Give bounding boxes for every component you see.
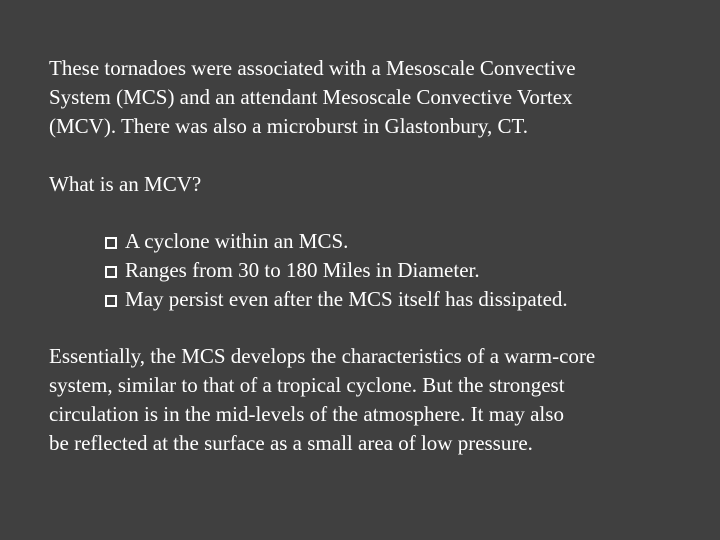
bullet-text: A cyclone within an MCS.	[125, 229, 349, 253]
summary-line: circulation is in the mid-levels of the atmosphere. It may also	[49, 402, 564, 426]
intro-line: These tornadoes were associated with a Mesoscale Convective	[49, 56, 576, 80]
bullet-item	[105, 227, 568, 256]
checkbox-square-icon	[105, 295, 117, 307]
intro-paragraph	[49, 54, 576, 141]
intro-line: (MCV). There was also a microburst in Glastonbury, CT.	[49, 114, 529, 138]
summary-line: be reflected at the surface as a small area of low pressure.	[49, 431, 533, 455]
checkbox-square-icon	[105, 237, 117, 249]
question-heading: What is an MCV?	[49, 172, 202, 196]
bullet-item	[105, 285, 568, 314]
summary-line: system, similar to that of a tropical cyclone. But the strongest	[49, 373, 565, 397]
bullet-list	[105, 227, 568, 314]
bullet-text: May persist even after the MCS itself has dissipated.	[125, 287, 568, 311]
summary-paragraph	[49, 342, 595, 458]
intro-line: System (MCS) and an attendant Mesoscale Convective Vortex	[49, 85, 573, 109]
checkbox-square-icon	[105, 266, 117, 278]
summary-line: Essentially, the MCS develops the characteristics of a warm-core	[49, 344, 596, 368]
bullet-text: Ranges from 30 to 180 Miles in Diameter.	[125, 258, 480, 282]
bullet-item	[105, 256, 568, 285]
